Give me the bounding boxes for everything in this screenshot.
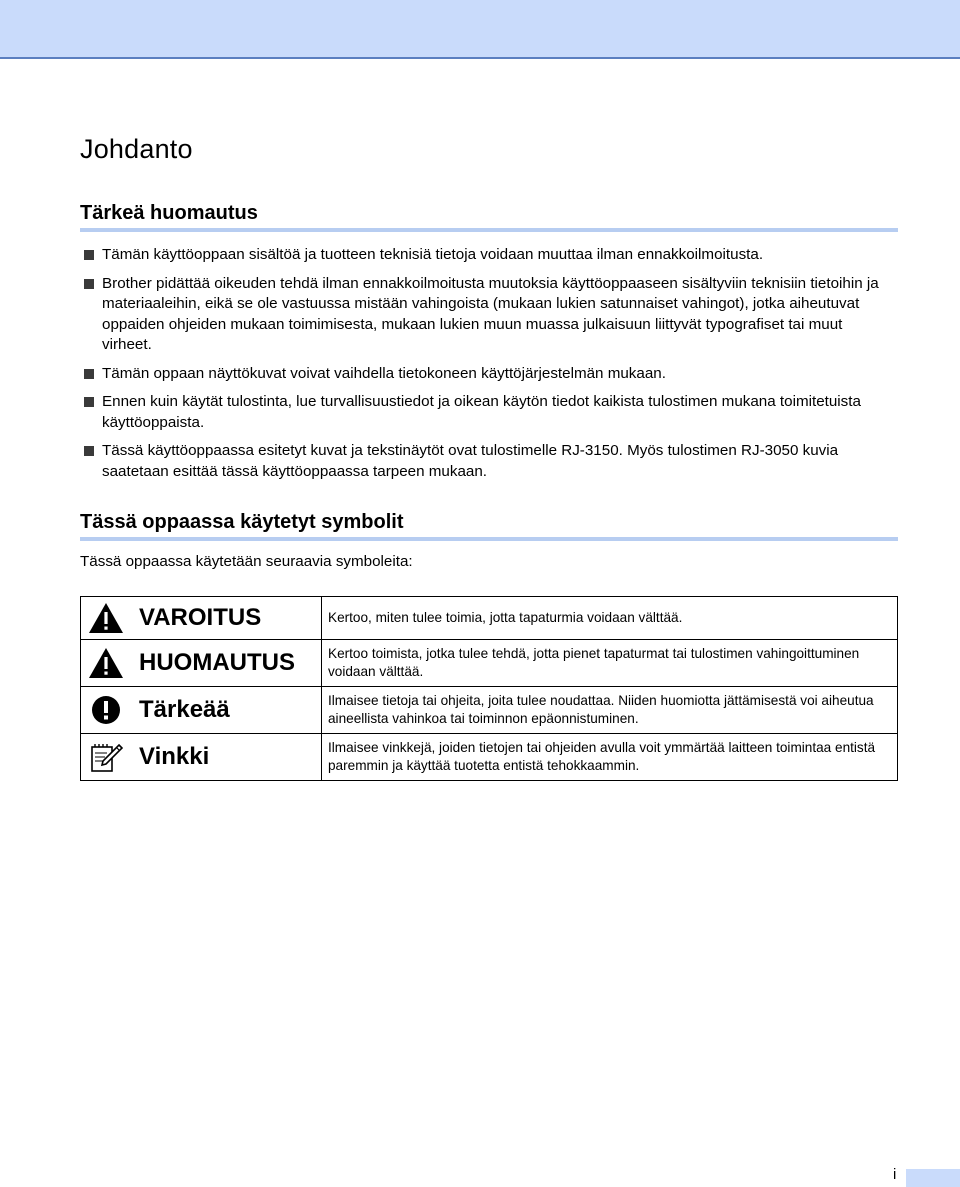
table-row [81,640,898,687]
table-row [81,734,898,781]
list-item-text: Tämän oppaan näyttökuvat voivat vaihdella tietokoneen käyttöjärjestelmän mukaan. [102,364,666,382]
list-item [80,274,890,356]
list-item [80,245,890,266]
symbols-table [80,596,898,781]
bullet-square-icon [84,397,94,407]
symbol-word: VAROITUS [139,604,262,631]
bullet-square-icon [84,250,94,260]
note-pencil-icon [87,740,125,774]
header-band [0,0,960,59]
list-item-text: Ennen kuin käytät tulostinta, lue turvallisuustiedot ja oikean käytön tiedot kaikista tulostimen mukana toimitetuista käyttöoppaista. [102,393,861,431]
symbol-word: Tärkeää [139,696,230,723]
list-item-text: Tämän käyttöoppaan sisältöä ja tuotteen teknisiä tietoja voidaan muuttaa ilman ennakkoilmoitusta. [102,246,764,263]
bullet-square-icon [84,446,94,456]
symbol-description: Kertoo toimista, jotka tulee tehdä, jotta pienet tapaturmat tai tulostimen vahingoittuminen voidaan välttää. [322,640,898,687]
page-tab [906,1169,960,1187]
warning-triangle-icon [87,601,125,635]
chapter-title: Johdanto [80,134,193,164]
table-row [81,597,898,640]
bullet-square-icon [84,369,94,379]
list-item [80,441,890,482]
section-rule [80,228,898,232]
caution-triangle-icon [87,646,125,680]
list-item [80,392,890,433]
bullet-square-icon [84,279,94,289]
list-item-text: Tässä käyttöoppaassa esitetyt kuvat ja tekstinäytöt ovat tulostimelle RJ-3150. Myös tulostimen RJ-3050 kuvia saatetaan esittää tässä käyttöoppaassa tarpeen mukaan. [102,442,839,480]
list-item-text: Brother pidättää oikeuden tehdä ilman ennakkoilmoitusta muutoksia käyttöoppaaseen sisältyviin teknisiin tietoihin ja materiaaleihin, eikä se ole vastuussa mistään vahingoista (mukaan lukien satunnaiset vahingot), jotka aiheutuvat oppaiden ohjeiden mukaan toimimisesta, mukaan lukien muun muassa julkaisuun liittyvät typografiset tai muut virheet. [102,274,879,353]
section-rule [80,537,898,541]
symbol-cell [81,734,322,781]
symbol-word: Vinkki [139,743,210,770]
section-title-symbols: Tässä oppaassa käytetyt symbolit [80,511,404,533]
table-row [81,687,898,734]
symbol-word: HUOMAUTUS [139,649,295,676]
symbol-cell [81,687,322,734]
page-number: i [893,1166,897,1183]
symbol-description: Kertoo, miten tulee toimia, jotta tapaturmia voidaan välttää. [322,597,898,640]
section-title-notice: Tärkeä huomautus [80,202,258,224]
symbol-description: Ilmaisee vinkkejä, joiden tietojen tai ohjeiden avulla voit ymmärtää laitteen toimintaa entistä paremmin ja käyttää tuotetta entistä tehokkaammin. [322,734,898,781]
symbol-description: Ilmaisee tietoja tai ohjeita, joita tulee noudattaa. Niiden huomiotta jättämisestä voi aiheutua aineellista vahinkoa tai toiminnon epäonnistuminen. [322,687,898,734]
symbols-intro: Tässä oppaassa käytetään seuraavia symboleita: [80,553,413,570]
important-circle-icon [87,693,125,727]
symbol-cell [81,597,322,640]
list-item [80,364,890,385]
symbol-cell [81,640,322,687]
notice-list [80,245,890,490]
